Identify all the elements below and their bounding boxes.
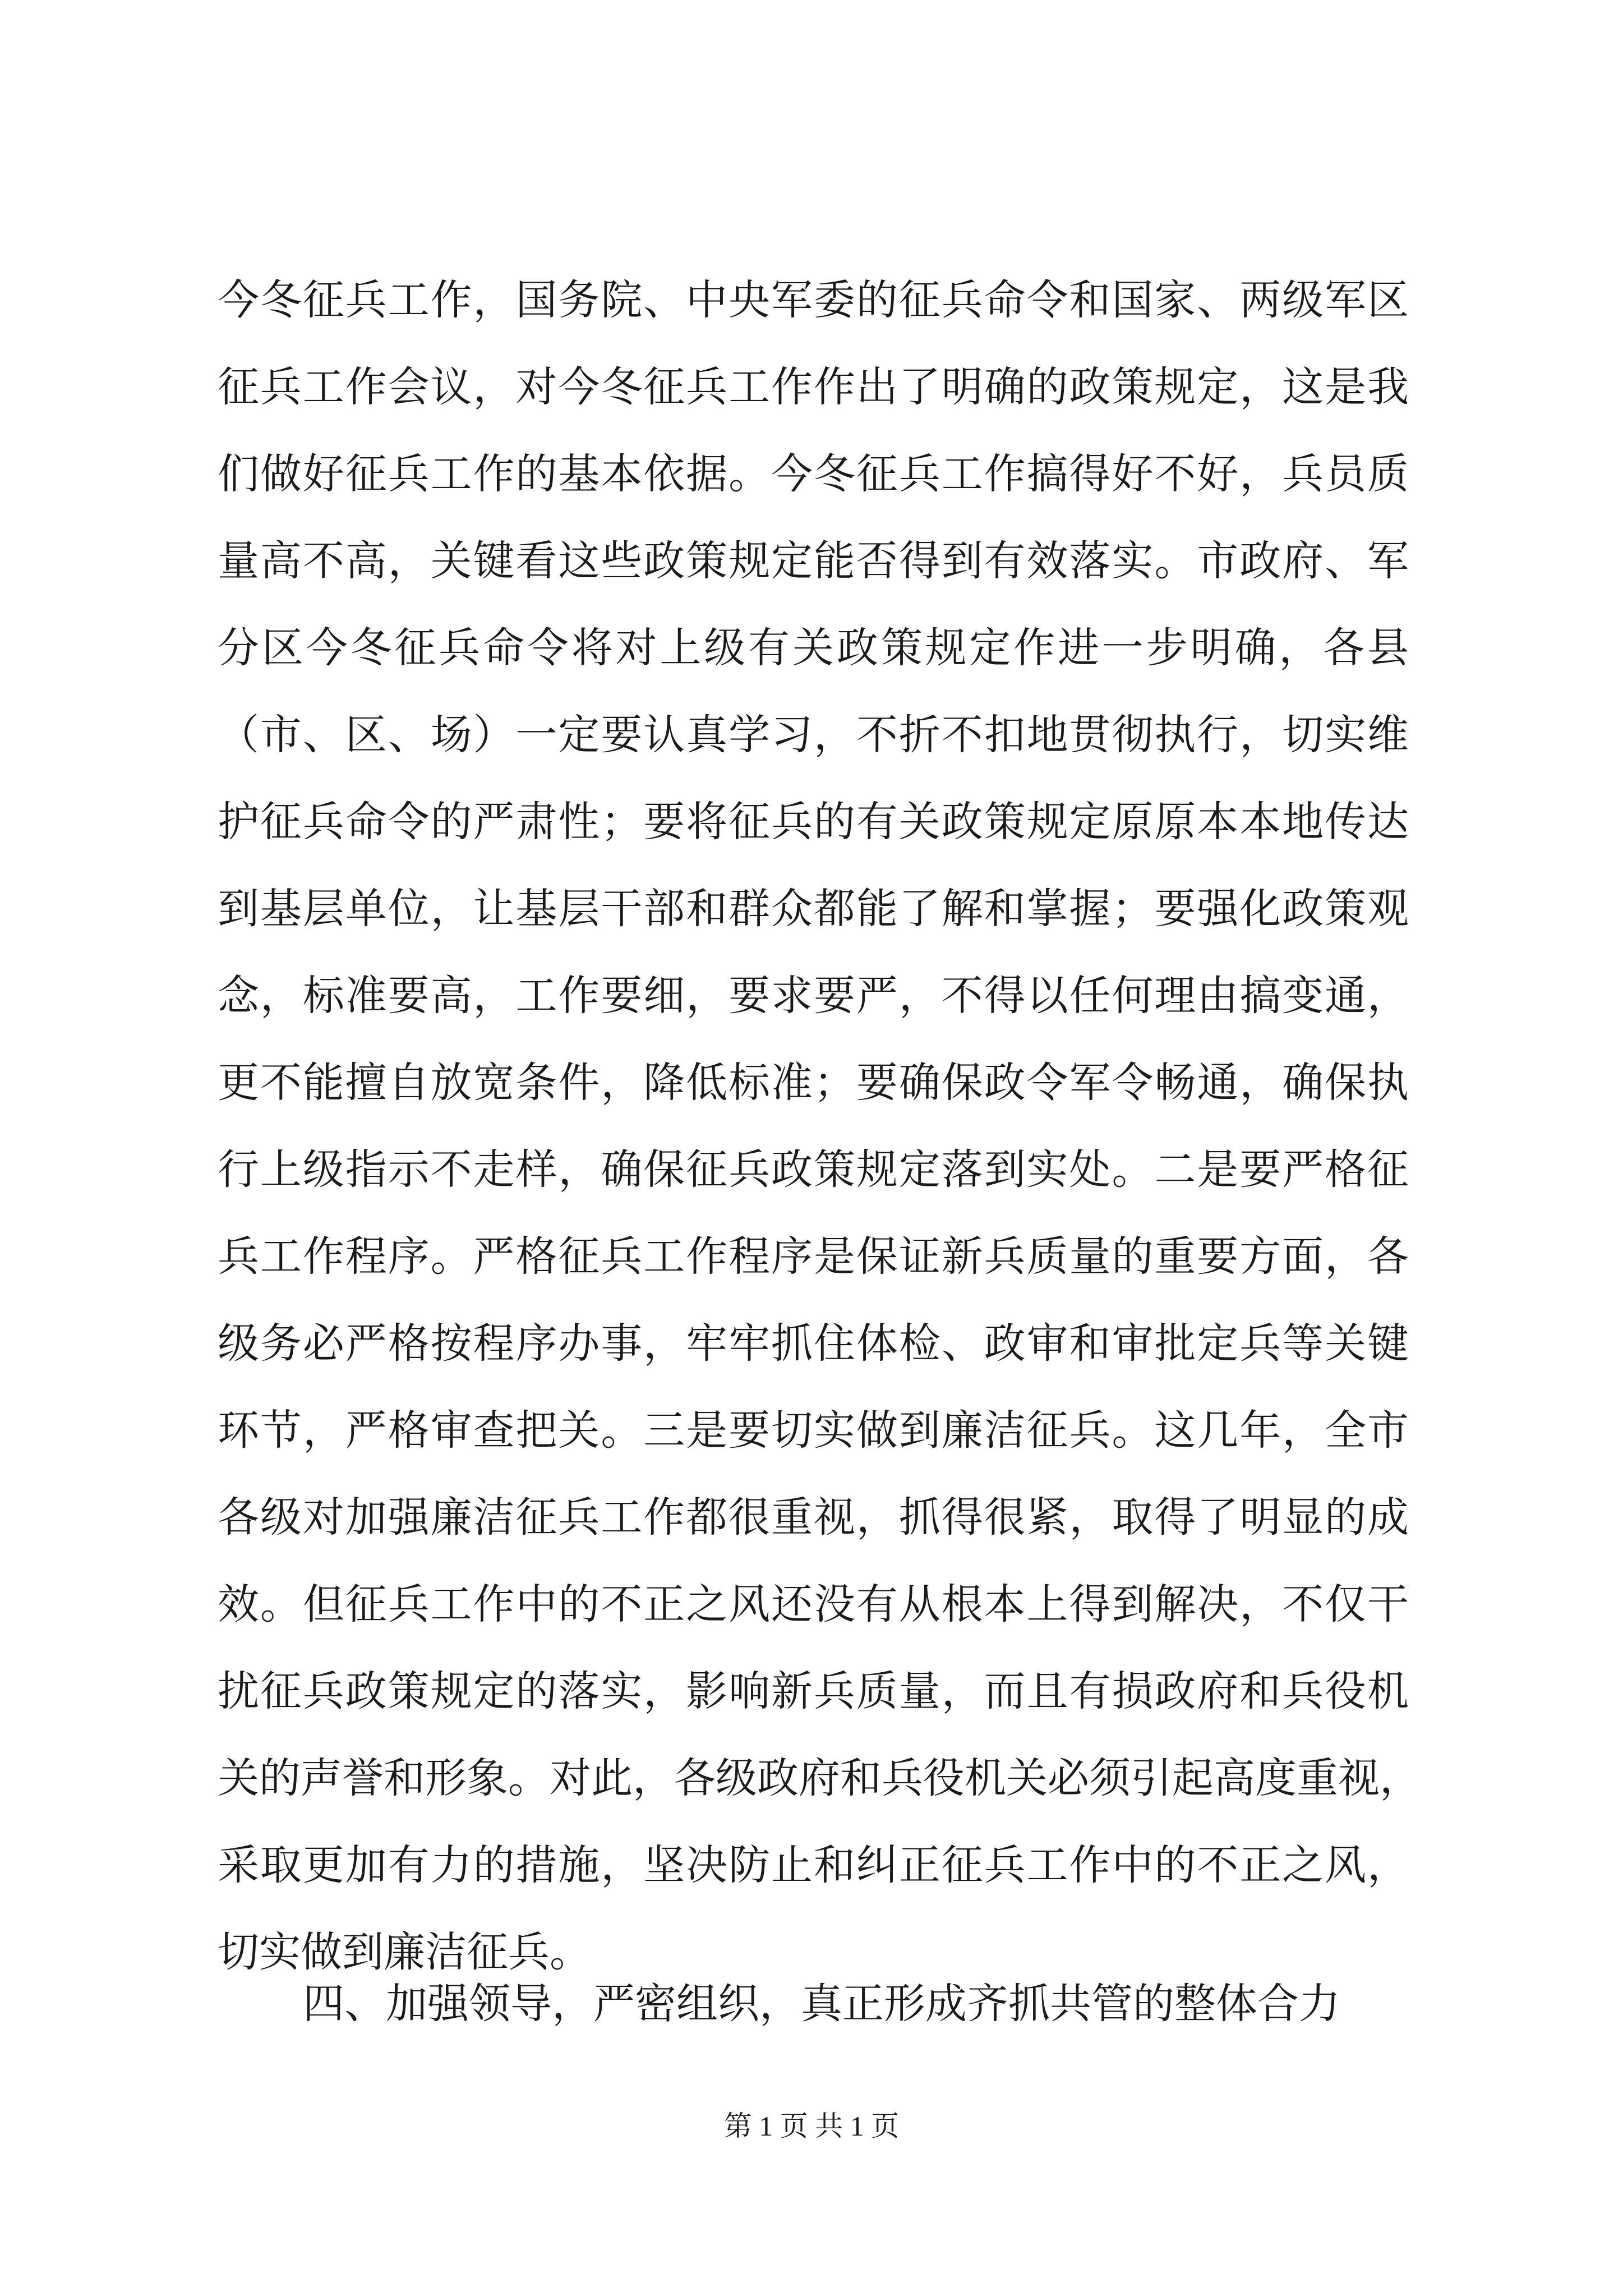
page-footer: 第 1 页 共 1 页 — [723, 2110, 900, 2142]
text-line-12: 兵工作程序。严格征兵工作程序是保证新兵质量的重要方面，各 — [218, 1232, 1409, 1281]
text-line-9: 念，标准要高，工作要细，要求要严，不得以任何理由搞变通， — [218, 972, 1409, 1020]
text-line-8: 到基层单位，让基层干部和群众都能了解和掌握；要强化政策观 — [218, 885, 1409, 933]
text-line-19: 采取更加有力的措施，坚决防止和纠正征兵工作中的不正之风， — [218, 1841, 1409, 1889]
text-line-17: 扰征兵政策规定的落实，影响新兵质量，而且有损政府和兵役机 — [218, 1667, 1409, 1715]
body-paragraph — [218, 257, 1421, 1996]
text-line-14: 环节，严格审查把关。三是要切实做到廉洁征兵。这几年，全市 — [218, 1406, 1409, 1455]
text-line-20: 切实做到廉洁征兵。 — [218, 1928, 591, 1976]
text-line-4: 量高不高，关键看这些政策规定能否得到有效落实。市政府、军 — [218, 537, 1409, 585]
text-line-18: 关的声誉和形象。对此，各级政府和兵役机关必须引起高度重视， — [218, 1754, 1421, 1802]
text-line-5: 分区今冬征兵命令将对上级有关政策规定作进一步明确，各县 — [218, 624, 1409, 672]
text-line-7: 护征兵命令的严肃性；要将征兵的有关政策规定原原本本地传达 — [218, 798, 1409, 846]
text-line-10: 更不能擅自放宽条件，降低标准；要确保政令军令畅通，确保执 — [218, 1059, 1409, 1107]
text-line-1: 今冬征兵工作，国务院、中央军委的征兵命令和国家、两级军区 — [218, 276, 1409, 324]
text-line-15: 各级对加强廉洁征兵工作都很重视，抓得很紧，取得了明显的成 — [218, 1493, 1409, 1542]
text-line-11: 行上级指示不走样，确保征兵政策规定落到实处。二是要严格征 — [218, 1145, 1409, 1194]
text-line-6: （市、区、场）一定要认真学习，不折不扣地贯彻执行，切实维 — [218, 711, 1409, 759]
text-line-13: 级务必严格按程序办事，牢牢抓住体检、政审和审批定兵等关键 — [218, 1319, 1409, 1368]
text-line-2: 征兵工作会议，对今冬征兵工作作出了明确的政策规定，这是我 — [218, 363, 1409, 411]
text-line-16: 效。但征兵工作中的不正之风还没有从根本上得到解决，不仅干 — [218, 1580, 1409, 1628]
section-heading: 四、加强领导，严密组织，真正形成齐抓共管的整体合力 — [303, 1980, 1340, 2028]
text-line-3: 们做好征兵工作的基本依据。今冬征兵工作搞得好不好，兵员质 — [218, 450, 1409, 498]
